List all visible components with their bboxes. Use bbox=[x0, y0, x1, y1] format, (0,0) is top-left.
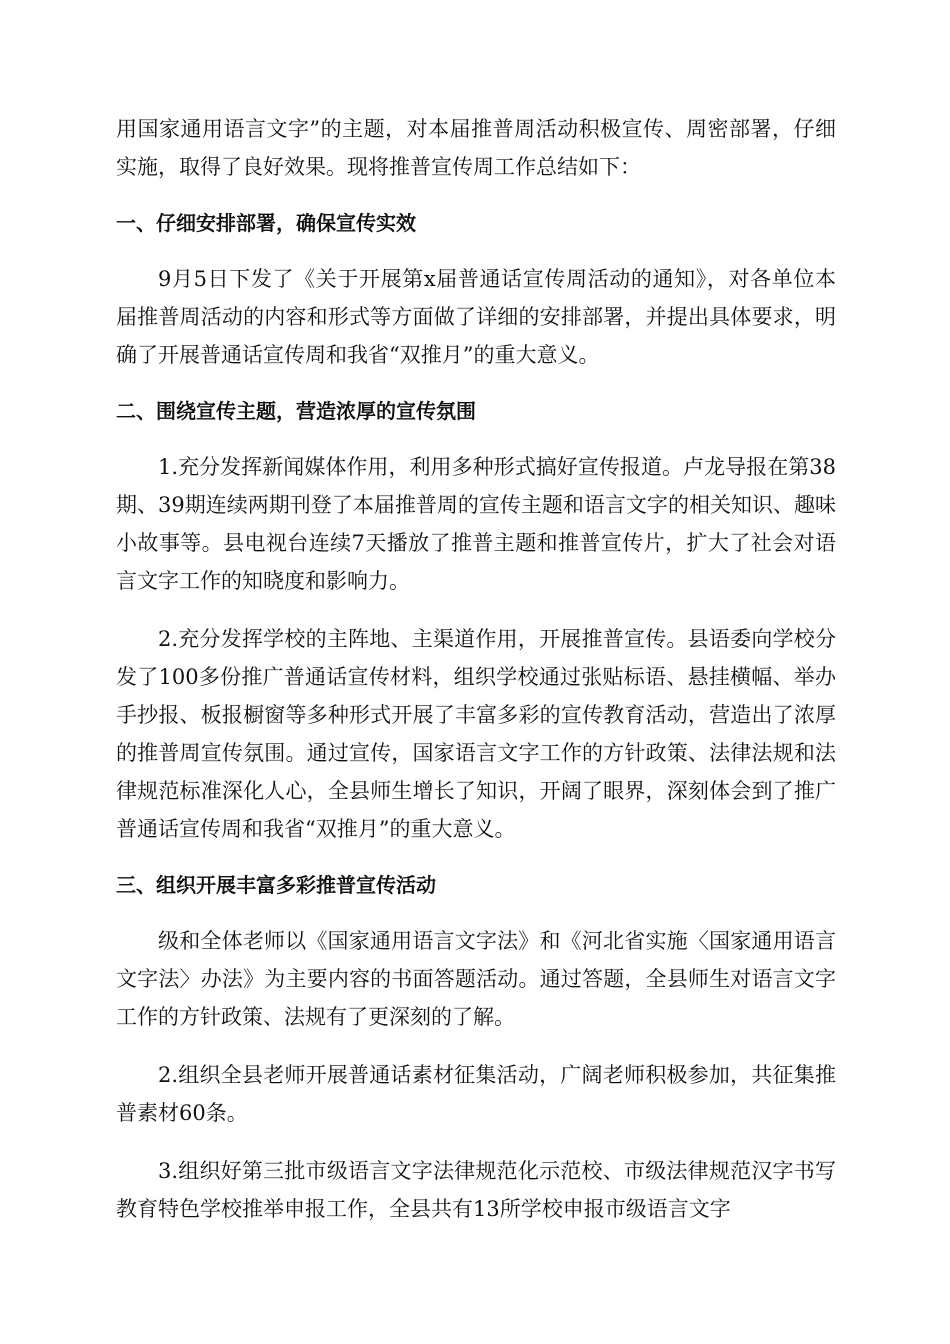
section-2-heading: 二、围绕宣传主题，营造浓厚的宣传氛围 bbox=[116, 399, 476, 423]
section-3-heading: 三、组织开展丰富多彩推普宣传活动 bbox=[116, 873, 436, 897]
section-2-paragraph-2: 2.充分发挥学校的主阵地、主渠道作用，开展推普宣传。县语委向学校分发了100多份推广普通话宣传材料，组织学校通过张贴标语、悬挂横幅、举办手抄报、板报橱窗等多种形式开展了丰富多彩的宣传教育活动，营造出了浓厚的推普周宣传氛围。通过宣传，国家语言文字工作的方针政策、法律法规和法律规范标准深化人心，全县师生增长了知识，开阔了眼界，深刻体会到了推广普通话宣传周和我省“双推月”的重大意义。 bbox=[116, 627, 836, 841]
section-3-paragraph-2: 2.组织全县老师开展普通话素材征集活动，广阔老师积极参加，共征集推普素材60条。 bbox=[116, 1063, 836, 1125]
intro-paragraph: 用国家通用语言文字”的主题，对本届推普周活动积极宣传、周密部署，仔细实施，取得了良好效果。现将推普宣传周工作总结如下： bbox=[116, 117, 836, 179]
section-1-paragraph-1: 9月5日下发了《关于开展第x届普通话宣传周活动的通知》，对各单位本届推普周活动的内容和形式等方面做了详细的安排部署，并提出具体要求，明确了开展普通话宣传周和我省“双推月”的重大意义。 bbox=[116, 267, 836, 367]
section-3-paragraph-1: 级和全体老师以《国家通用语言文字法》和《河北省实施〈国家通用语言文字法〉办法》为主要内容的书面答题活动。通过答题，全县师生对语言文字工作的方针政策、法规有了更深刻的了解。 bbox=[116, 929, 836, 1029]
section-1-heading: 一、仔细安排部署，确保宣传实效 bbox=[116, 211, 416, 235]
document-page bbox=[116, 110, 836, 1228]
section-3-paragraph-3: 3.组织好第三批市级语言文字法律规范化示范校、市级法律规范汉字书写教育特色学校推举申报工作，全县共有13所学校申报市级语言文字 bbox=[116, 1159, 836, 1221]
section-2-paragraph-1: 1.充分发挥新闻媒体作用，利用多种形式搞好宣传报道。卢龙导报在第38期、39期连续两期刊登了本届推普周的宣传主题和语言文字的相关知识、趣味小故事等。县电视台连续7天播放了推普主题和推普宣传片，扩大了社会对语言文字工作的知晓度和影响力。 bbox=[116, 455, 836, 593]
